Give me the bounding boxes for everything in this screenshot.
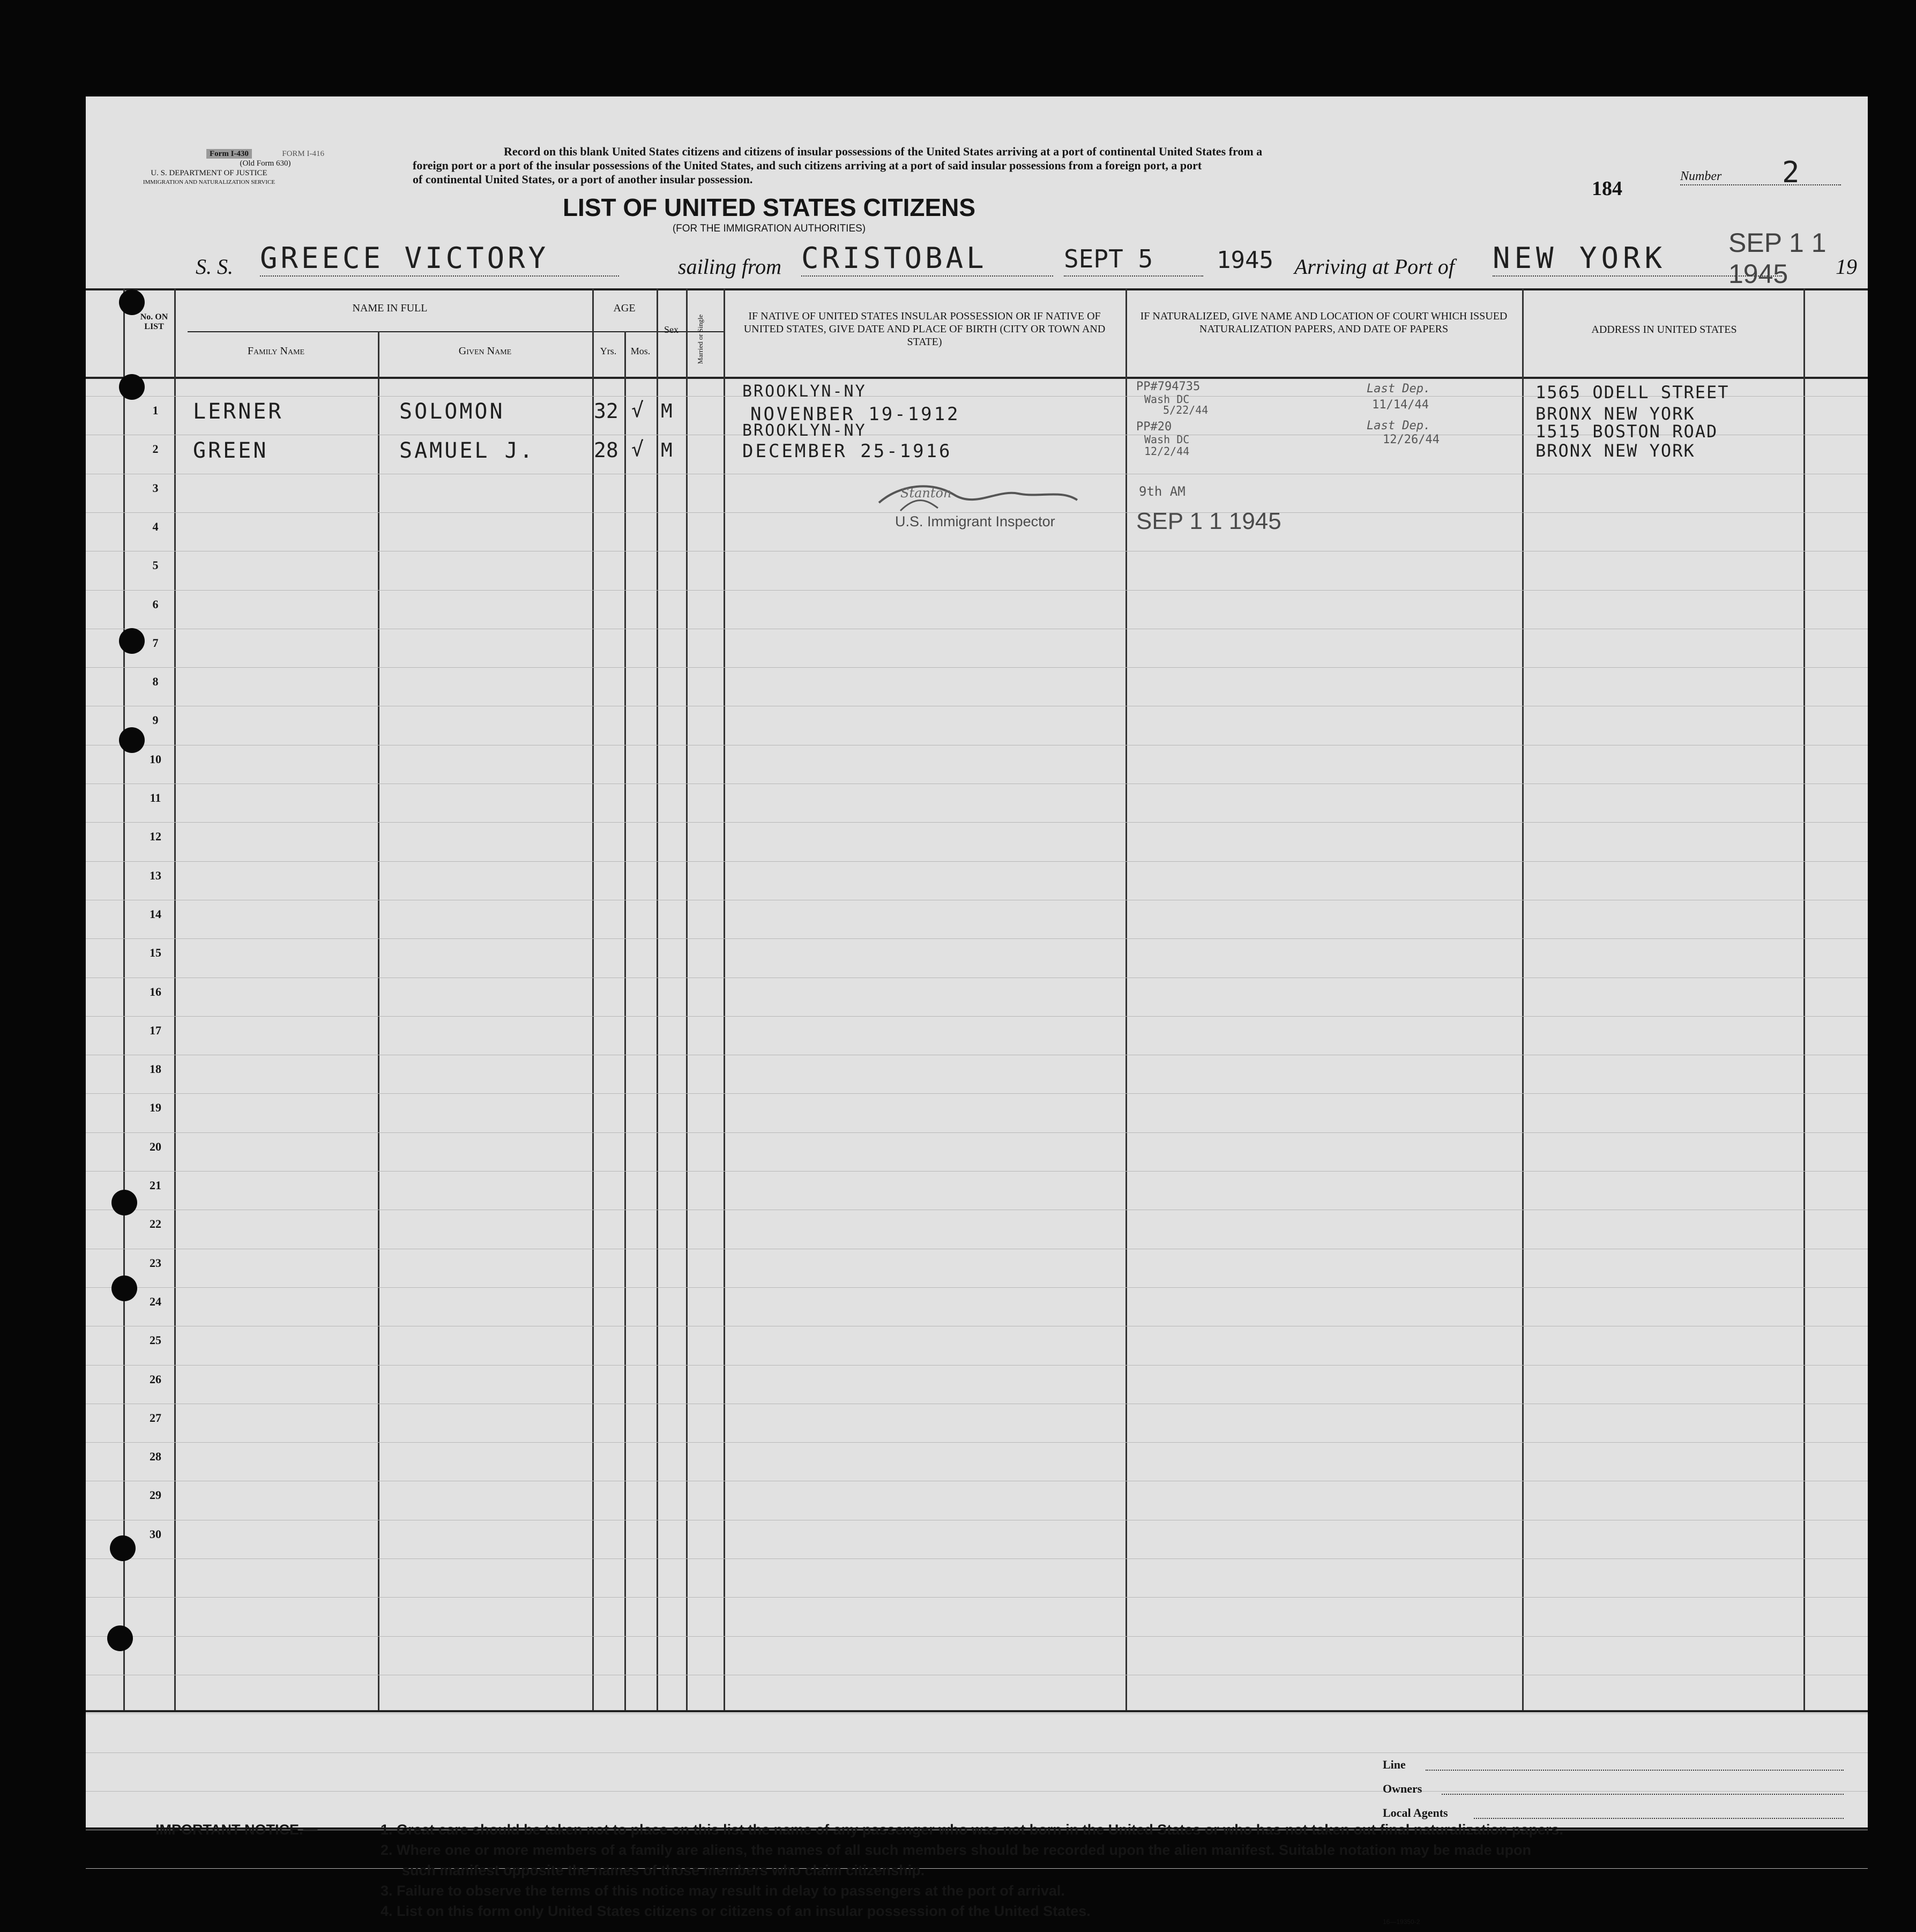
ruled-line: [86, 822, 1868, 823]
notice-heading: IMPORTANT NOTICE.—: [155, 1822, 318, 1838]
col-header-years: Yrs.: [600, 346, 617, 356]
family-name: GREEN: [193, 438, 269, 463]
age-years: 28: [594, 438, 618, 462]
naturalization-number: PP#794735: [1136, 380, 1201, 393]
ruled-line: [86, 1365, 1868, 1366]
inspector-date-stamp: SEP 1 1 1945: [1136, 508, 1281, 534]
col-header-given-name: Given Name: [458, 345, 512, 357]
row-number: 8: [152, 675, 159, 689]
row-number: 10: [150, 752, 161, 766]
instructions: [413, 145, 1699, 187]
row-number: 20: [150, 1139, 161, 1153]
last-departure-label: Last Dep.: [1367, 382, 1431, 396]
naturalization-court: Wash DC: [1144, 433, 1190, 446]
ruled-line: [86, 1132, 1868, 1133]
row-number: 13: [150, 868, 161, 882]
ruled-line: [86, 1713, 1868, 1714]
sailing-label: sailing from: [678, 255, 781, 279]
arrival-port: NEW YORK: [1493, 241, 1782, 277]
row-number: 28: [150, 1450, 161, 1464]
page-title: LIST OF UNITED STATES CITIZENS: [562, 193, 976, 221]
col-header-no: No. ON LIST: [140, 312, 168, 331]
number-label: Number: [1680, 169, 1722, 183]
row-number: 4: [152, 519, 159, 533]
print-code: 16—19350-2: [1383, 1918, 1420, 1926]
ruled-line: [86, 1016, 1868, 1017]
sex: M: [661, 400, 673, 422]
ruled-line: [86, 1636, 1868, 1637]
age-years: 32: [594, 399, 618, 423]
notice-item-3: 3. Failure to observe the terms of this notice may result in delay to passengers at the port of arrival.: [381, 1883, 1065, 1899]
birth-place: BROOKLYN-NY: [742, 382, 867, 401]
row-number: 2: [152, 442, 159, 456]
row-number: 27: [150, 1411, 161, 1424]
department-name: U. S. DEPARTMENT OF JUSTICE: [151, 169, 267, 177]
form-id-block: [206, 149, 324, 168]
ruled-line: [86, 1558, 1868, 1559]
row-number: 25: [150, 1333, 161, 1347]
ruled-line: [86, 1597, 1868, 1598]
col-header-birth: IF NATIVE OF UNITED STATES INSULAR POSSESSION OR IF NATIVE OF UNITED STATES, GIVE DATE AND PLACE OF BIRTH (CITY OR TOWN AND STATE): [743, 310, 1106, 348]
naturalization-date: 5/22/44: [1163, 404, 1209, 416]
row-number: 17: [150, 1023, 161, 1037]
address-city: BRONX NEW YORK: [1535, 404, 1695, 424]
row-number: 29: [150, 1488, 161, 1502]
arriving-label: Arriving at Port of: [1294, 255, 1455, 279]
instruction-line-1: Record on this blank United States citizens and citizens of insular possessions of the United States arriving at a port of continental United States from a: [504, 145, 1263, 158]
col-header-naturalization: IF NATURALIZED, GIVE NAME AND LOCATION OF COURT WHICH ISSUED NATURALIZATION PAPERS, AND DATE OF PAPERS: [1140, 310, 1508, 335]
local-agents-label: Local Agents: [1383, 1806, 1448, 1819]
address-city: BRONX NEW YORK: [1535, 441, 1695, 461]
binder-hole: [111, 1275, 137, 1301]
ruled-line: [86, 1791, 1868, 1792]
col-header-months: Mos.: [630, 346, 651, 356]
row-number: 24: [150, 1294, 161, 1308]
row-number: 15: [150, 946, 161, 960]
year-prefix: 19: [1836, 255, 1857, 279]
binder-hole: [111, 1190, 137, 1215]
form-number: Form I-430: [206, 149, 252, 159]
row-number: 22: [150, 1217, 161, 1231]
service-name: IMMIGRATION AND NATURALIZATION SERVICE: [143, 179, 275, 185]
number-value: 2: [1782, 155, 1800, 189]
row-number: 23: [150, 1256, 161, 1270]
notice-item-2-cont: such manifest opposite the names of those members who claim citizenship.: [402, 1862, 925, 1878]
manifest-table: [86, 288, 1868, 1714]
birth-place: BROOKLYN-NY: [742, 421, 867, 440]
ruled-line: [86, 1287, 1868, 1288]
departure-date: SEPT 5: [1064, 244, 1203, 277]
last-departure-date: 12/26/44: [1383, 433, 1440, 446]
instruction-line-3: of continental United States, or a port of another insular possession.: [413, 173, 753, 186]
col-header-family-name: Family Name: [247, 345, 305, 357]
col-header-sex: Sex: [664, 324, 679, 335]
address-street: 1515 BOSTON ROAD: [1535, 421, 1718, 442]
old-form-number: (Old Form 630): [240, 159, 291, 168]
given-name: SOLOMON: [399, 399, 505, 424]
notice-items: [381, 1819, 1849, 1921]
birth-date: DECEMBER 25-1916: [742, 441, 952, 462]
row-number: 6: [152, 597, 159, 611]
last-departure-label: Last Dep.: [1367, 419, 1431, 432]
department-block: [129, 169, 289, 187]
age-months-mark: √: [631, 398, 644, 422]
row-number: 30: [150, 1527, 161, 1541]
ruled-line: [86, 667, 1868, 668]
naturalization-date: 12/2/44: [1144, 445, 1190, 458]
row-number: 1: [152, 404, 159, 417]
owners-label: Owners: [1383, 1782, 1422, 1795]
row-number-column: [139, 377, 174, 1710]
col-header-address: ADDRESS IN UNITED STATES: [1591, 324, 1737, 335]
row-number: 12: [150, 830, 161, 844]
departure-port: CRISTOBAL: [801, 241, 1053, 277]
naturalization-number: PP#20: [1136, 420, 1172, 434]
row-number: 3: [152, 481, 159, 495]
ruled-line: [86, 938, 1868, 939]
ruled-line: [86, 861, 1868, 862]
inspector-label: U.S. Immigrant Inspector: [895, 513, 1055, 529]
binder-hole: [119, 289, 145, 315]
inspector-note: 9th AM: [1139, 484, 1186, 499]
address-street: 1565 ODELL STREET: [1535, 382, 1729, 402]
col-header-married: Married or Single: [696, 314, 704, 364]
notice-item-1: 1. Great care should be taken not to place on this list the name of any passenger who was not born in the United States or who has not taken out final naturalization papers.: [381, 1822, 1563, 1838]
departure-year: 1945: [1217, 247, 1273, 274]
birth-date: NOVENBER 19-1912: [750, 404, 960, 425]
row-number: 11: [150, 791, 161, 804]
notice-item-2: 2. Where one or more members of a family are aliens, the names of all such members should be recorded upon the alien manifest. Suitable notation may be made upon: [381, 1842, 1532, 1858]
binder-hole: [119, 374, 145, 400]
page-subtitle: (FOR THE IMMIGRATION AUTHORITIES): [672, 223, 866, 234]
sex: M: [661, 439, 673, 461]
ss-label: S. S.: [196, 255, 233, 279]
ruled-line: [86, 590, 1868, 591]
row-number: 21: [150, 1178, 161, 1192]
row-number: 19: [150, 1101, 161, 1115]
ruled-line: [86, 1171, 1868, 1172]
row-number: 16: [150, 984, 161, 998]
row-number: 14: [150, 907, 161, 921]
given-name: SAMUEL J.: [399, 438, 535, 463]
signature-text: Stanton: [900, 486, 952, 501]
ship-name: GREECE VICTORY: [260, 241, 619, 277]
ruled-line: [86, 1093, 1868, 1094]
binder-hole: [119, 727, 145, 753]
ruled-line: [86, 1752, 1868, 1753]
binder-hole: [110, 1535, 136, 1561]
page-stamp: 184: [1592, 177, 1622, 200]
arrival-date-stamp: SEP 1 1 1945: [1728, 228, 1826, 289]
row-number: 7: [152, 636, 159, 650]
row-number: 9: [152, 713, 159, 727]
row-number: 5: [152, 558, 159, 572]
form-sheet: [86, 96, 1868, 1926]
ruled-lines: [86, 377, 1868, 1710]
ruled-line: [86, 1442, 1868, 1443]
binder-hole: [119, 628, 145, 654]
instruction-line-2: foreign port or a port of the insular possessions of the United States, and such citizens arriving at a port of said insular possessions from a foreign port, a port: [413, 159, 1202, 172]
family-name: LERNER: [193, 399, 284, 424]
last-departure-date: 11/14/44: [1372, 398, 1429, 412]
form-alt-number: FORM I-416: [282, 150, 324, 158]
number-field: [1680, 155, 1841, 189]
col-header-name-in-full: NAME IN FULL: [352, 302, 428, 314]
row-number: 26: [150, 1372, 161, 1386]
line-label: Line: [1383, 1758, 1406, 1771]
notice-item-4: 4. List on this form only United States citizens or citizens of an insular possession of the United States.: [381, 1903, 1091, 1919]
row-number: 18: [150, 1062, 161, 1076]
binder-hole: [107, 1625, 133, 1651]
age-months-mark: √: [631, 437, 644, 461]
naturalization-court: Wash DC: [1144, 393, 1190, 406]
col-header-age: AGE: [613, 302, 636, 314]
